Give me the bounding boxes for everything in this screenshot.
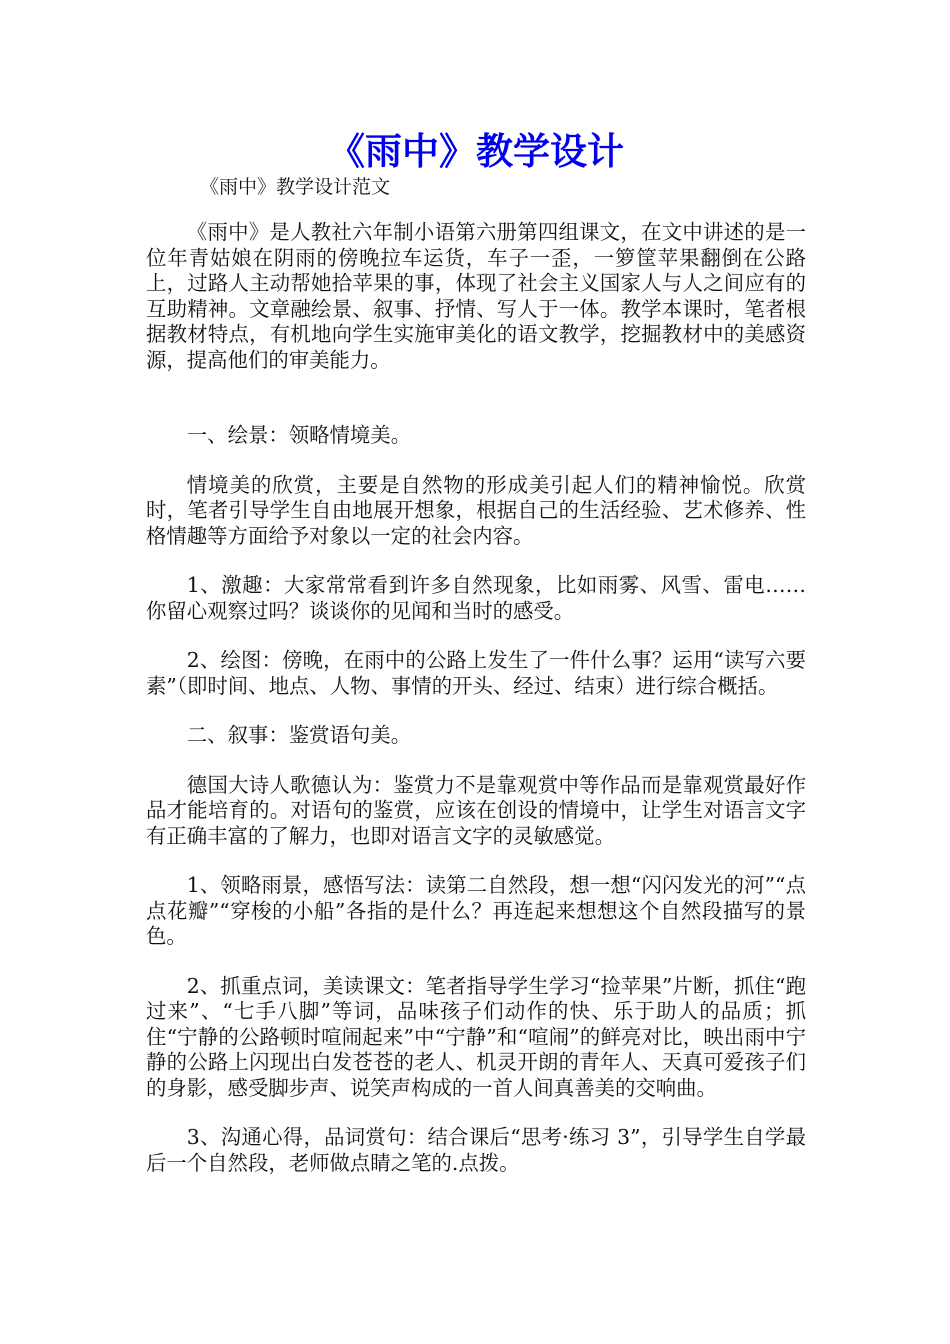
paragraph-intro: 《雨中》是人教社六年制小语第六册第四组课文，在文中讲述的是一位年青姑娘在阴雨的傍晚拉车运货，车子一歪，一箩筐苹果翻倒在公路上，过路人主动帮她拾苹果的事，体现了社会主义国家人与人之间应有的互助精神。文章融绘景、叙事、抒情、写人于一体。教学本课时，笔者根据教材特点，有机地向学生实施审美化的语文教学，挖掘教材中的美感资源，提高他们的审美能力。 [146,220,806,372]
paragraph: 3、沟通心得，品词赏句：结合课后“思考·练习 3”，引导学生自学最后一个自然段，老师做点睛之笔的.点拨。 [146,1125,806,1175]
document-subtitle: 《雨中》教学设计范文 [200,176,391,198]
section-heading-1: 一、绘景：领略情境美。 [186,423,412,447]
paragraph: 2、抓重点词，美读课文：笔者指导学生学习“捡苹果”片断，抓住“跑过来”、“七手八脚”等词，品味孩子们动作的快、乐于助人的品质；抓住“宁静的公路顿时喧闹起来”中“宁静”和“喧闹”的鲜亮对比，映出雨中宁静的公路上闪现出白发苍苍的老人、机灵开朗的青年人、天真可爱孩子们的身影，感受脚步声、说笑声构成的一首人间真善美的交响曲。 [146,973,806,1100]
paragraph: 德国大诗人歌德认为：鉴赏力不是靠观赏中等作品而是靠观赏最好作品才能培育的。对语句的鉴赏，应该在创设的情境中，让学生对语言文字有正确丰富的了解力，也即对语言文字的灵敏感觉。 [146,772,806,848]
section-heading-2: 二、叙事：鉴赏语句美。 [186,723,412,747]
document-body [146,220,806,1176]
paragraph: 1、激趣：大家常常看到许多自然现象，比如雨雾、风雪、雷电……你留心观察过吗？谈谈你的见闻和当时的感受。 [146,573,806,623]
paragraph: 1、领略雨景，感悟写法：读第二自然段，想一想“闪闪发光的河”“点点花瓣”“穿梭的小船”各指的是什么？再连起来想想这个自然段描写的景色。 [146,873,806,948]
paragraph: 情境美的欣赏，主要是自然物的形成美引起人们的精神愉悦。欣赏时，笔者引导学生自由地展开想象，根据自己的生活经验、艺术修养、性格情趣等方面给予对象以一定的社会内容。 [146,472,806,548]
paragraph: 2、绘图：傍晚，在雨中的公路上发生了一件什么事？运用“读写六要素”（即时间、地点、人物、事情的开头、经过、结束）进行综合概括。 [146,648,806,698]
document-title: 《雨中》教学设计 [328,130,624,173]
